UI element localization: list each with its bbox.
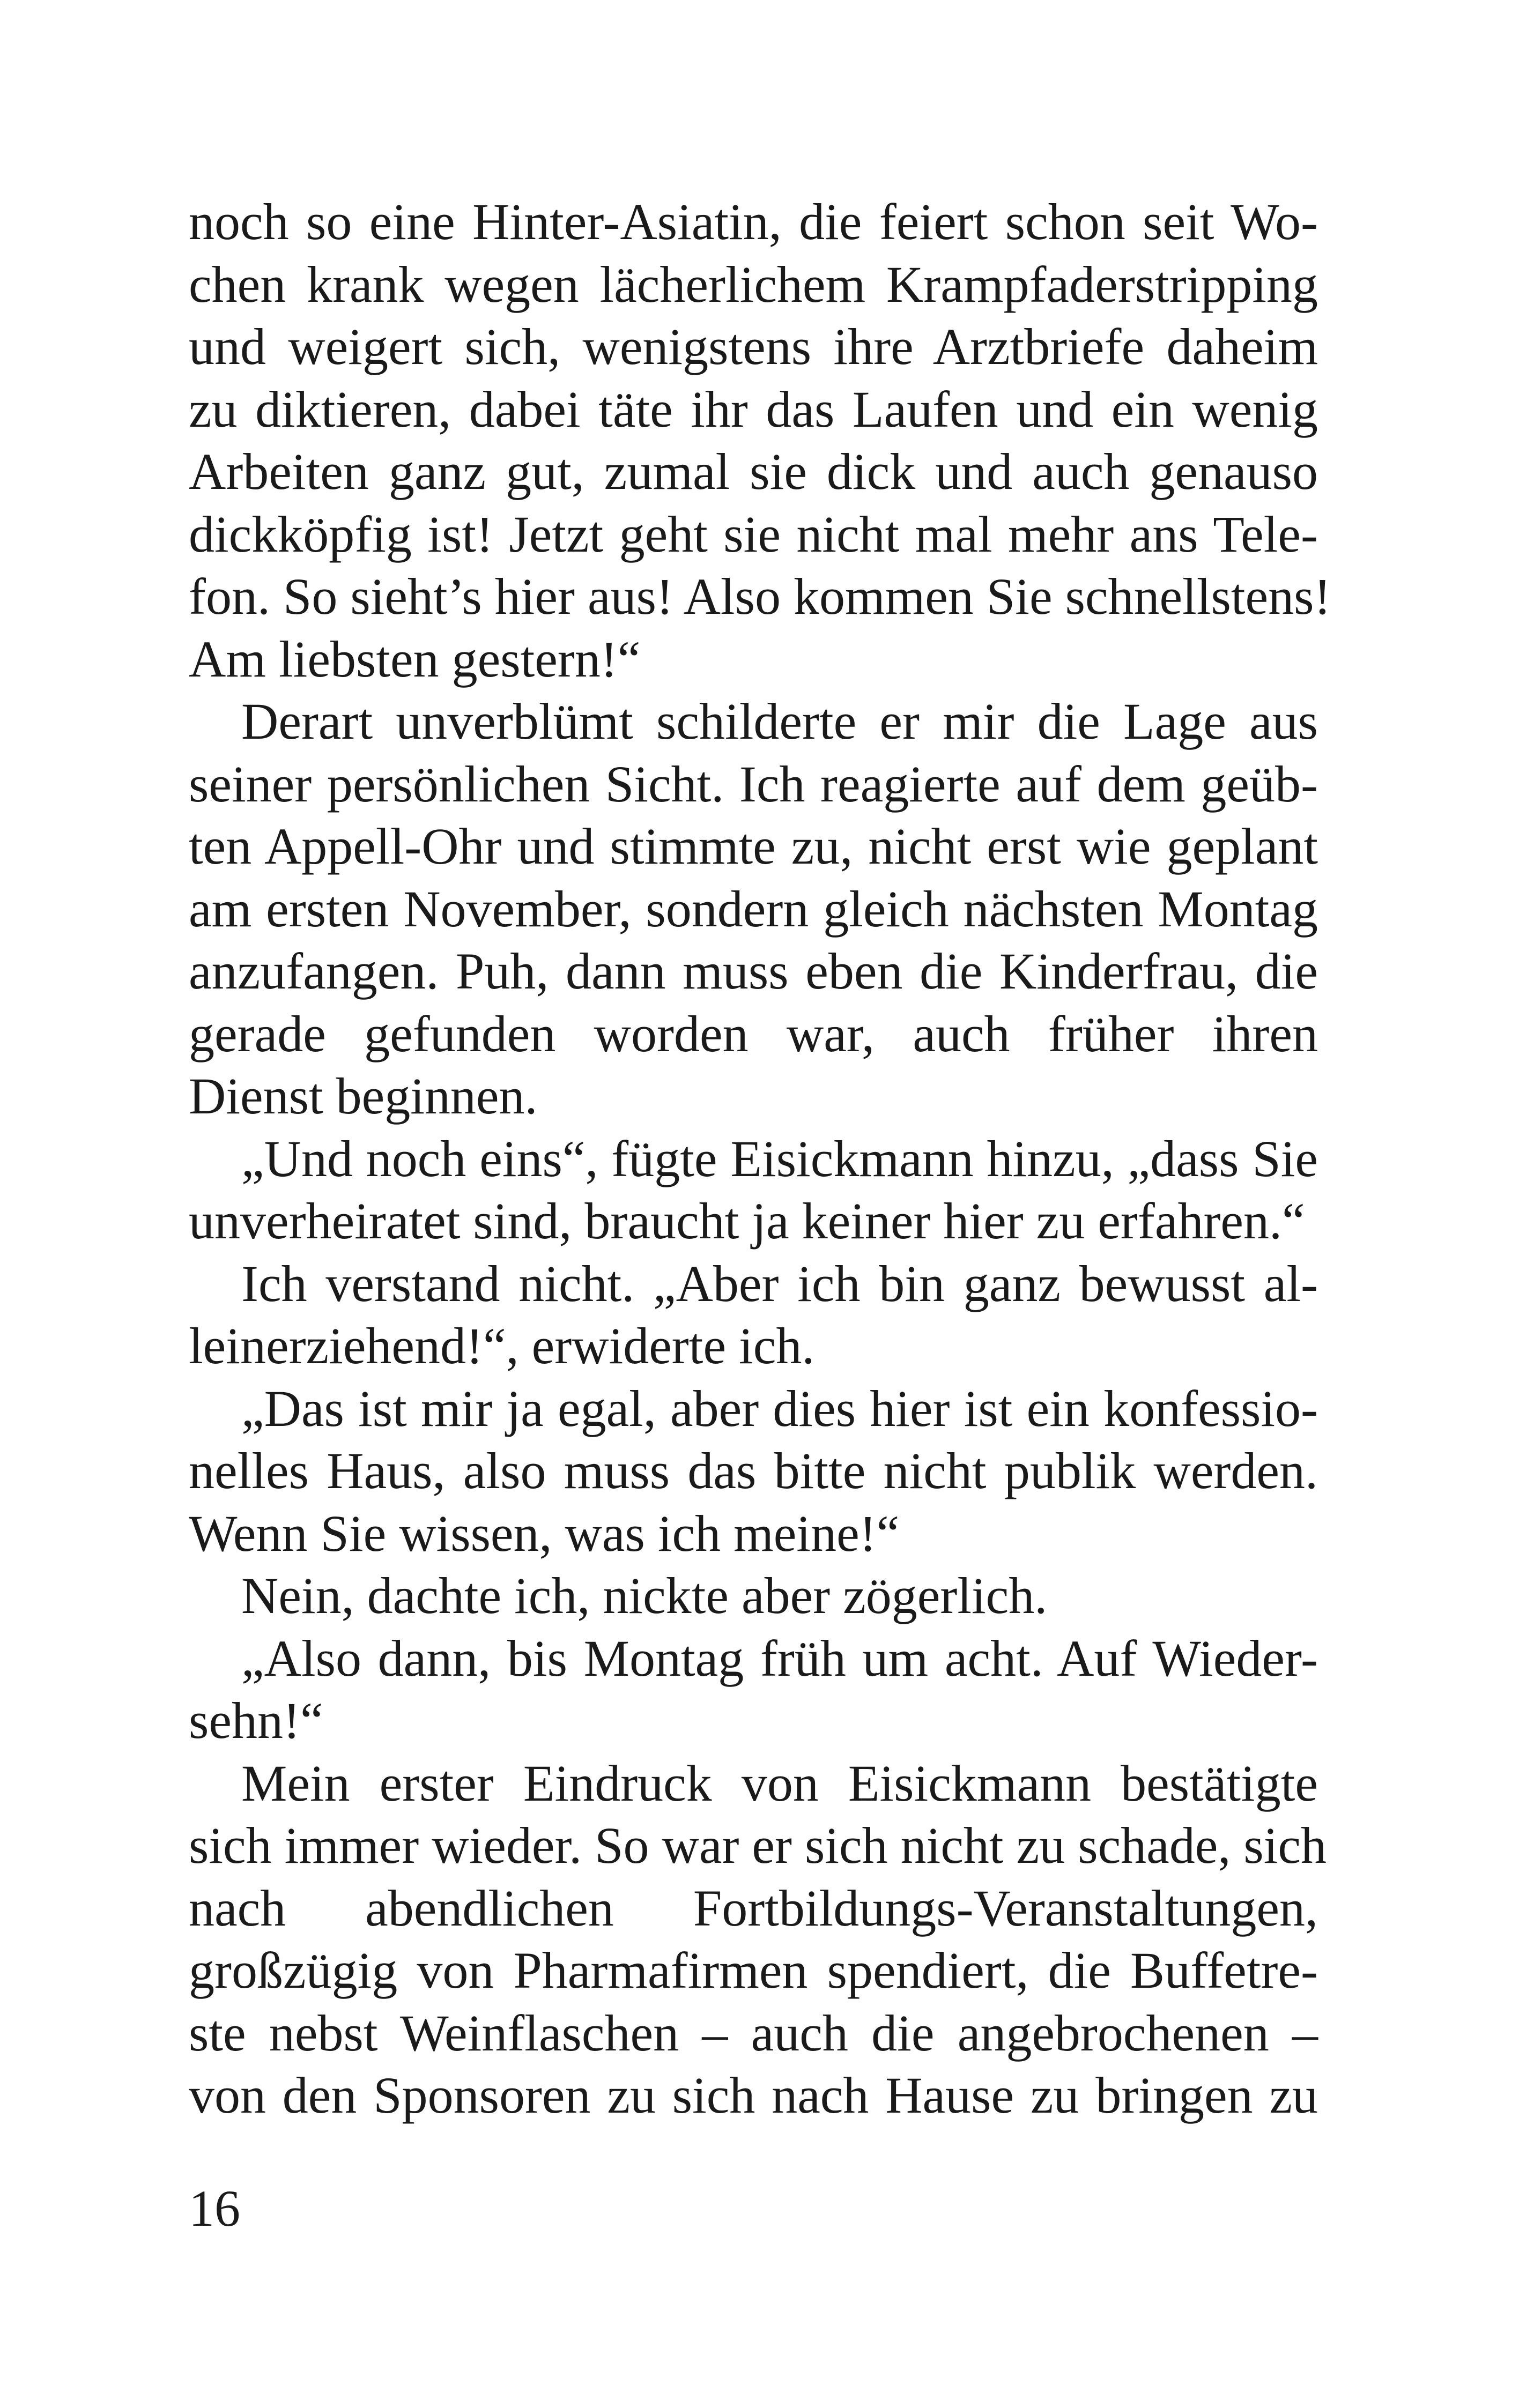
text-line: Arbeiten ganz gut, zumal sie dick und auch genauso <box>189 443 1318 500</box>
text-line: fon. So sieht’s hier aus! Also kommen Sie schnellstens! <box>189 568 1331 625</box>
text-line: „Das ist mir ja egal, aber dies hier ist ein konfessio- <box>241 1379 1318 1437</box>
text-line: Ich verstand nicht. „Aber ich bin ganz bewusst al- <box>241 1254 1318 1312</box>
text-line: nelles Haus, also muss das bitte nicht publik werden. <box>189 1442 1318 1499</box>
text-line: nach abendlichen Fortbildungs-Veranstaltungen, <box>189 1879 1318 1937</box>
text-line: ste nebst Weinflaschen – auch die angebrochenen – <box>189 2004 1318 2062</box>
text-line: gerade gefunden worden war, auch früher ihren <box>189 1005 1318 1062</box>
body-text <box>189 191 1331 2127</box>
text-line: unverheiratet sind, braucht ja keiner hier zu erfahren.“ <box>189 1192 1305 1250</box>
text-line: Derart unverblümt schilderte er mir die Lage aus <box>241 693 1318 750</box>
text-line: Wenn Sie wissen, was ich meine!“ <box>189 1504 900 1562</box>
text-line: und weigert sich, wenigstens ihre Arztbriefe daheim <box>189 318 1318 375</box>
text-line: „Also dann, bis Montag früh um acht. Auf Wieder- <box>241 1629 1318 1687</box>
text-line: seiner persönlichen Sicht. Ich reagierte auf dem geüb- <box>189 755 1318 813</box>
text-line: noch so eine Hinter-Asiatin, die feiert schon seit Wo- <box>189 193 1318 250</box>
text-line: großzügig von Pharmafirmen spendiert, die Buffetre- <box>189 1942 1318 1999</box>
text-line: anzufangen. Puh, dann muss eben die Kinderfrau, die <box>189 942 1318 1000</box>
text-line: sehn!“ <box>189 1692 323 1749</box>
text-line: Mein erster Eindruck von Eisickmann bestätigte <box>241 1754 1318 1812</box>
text-line: dickköpfig ist! Jetzt geht sie nicht mal mehr ans Tele- <box>189 505 1318 563</box>
text-line: am ersten November, sondern gleich nächsten Montag <box>189 880 1318 938</box>
text-line: chen krank wegen lächerlichem Krampfaderstripping <box>189 255 1318 313</box>
text-line: „Und noch eins“, fügte Eisickmann hinzu, „dass Sie <box>241 1129 1318 1187</box>
text-line: ten Appell-Ohr und stimmte zu, nicht erst wie geplant <box>189 817 1318 875</box>
text-line: Dienst beginnen. <box>189 1067 538 1125</box>
text-line: Nein, dachte ich, nickte aber zögerlich. <box>241 1567 1048 1624</box>
page-number: 16 <box>189 2180 240 2237</box>
text-line: zu diktieren, dabei täte ihr das Laufen und ein wenig <box>189 380 1318 438</box>
text-line: sich immer wieder. So war er sich nicht zu schade, sich <box>189 1817 1327 1874</box>
text-line: von den Sponsoren zu sich nach Hause zu bringen zu <box>189 2067 1318 2124</box>
text-line: Am liebsten gestern!“ <box>189 630 641 688</box>
text-line: leinerziehend!“, erwiderte ich. <box>189 1317 815 1374</box>
